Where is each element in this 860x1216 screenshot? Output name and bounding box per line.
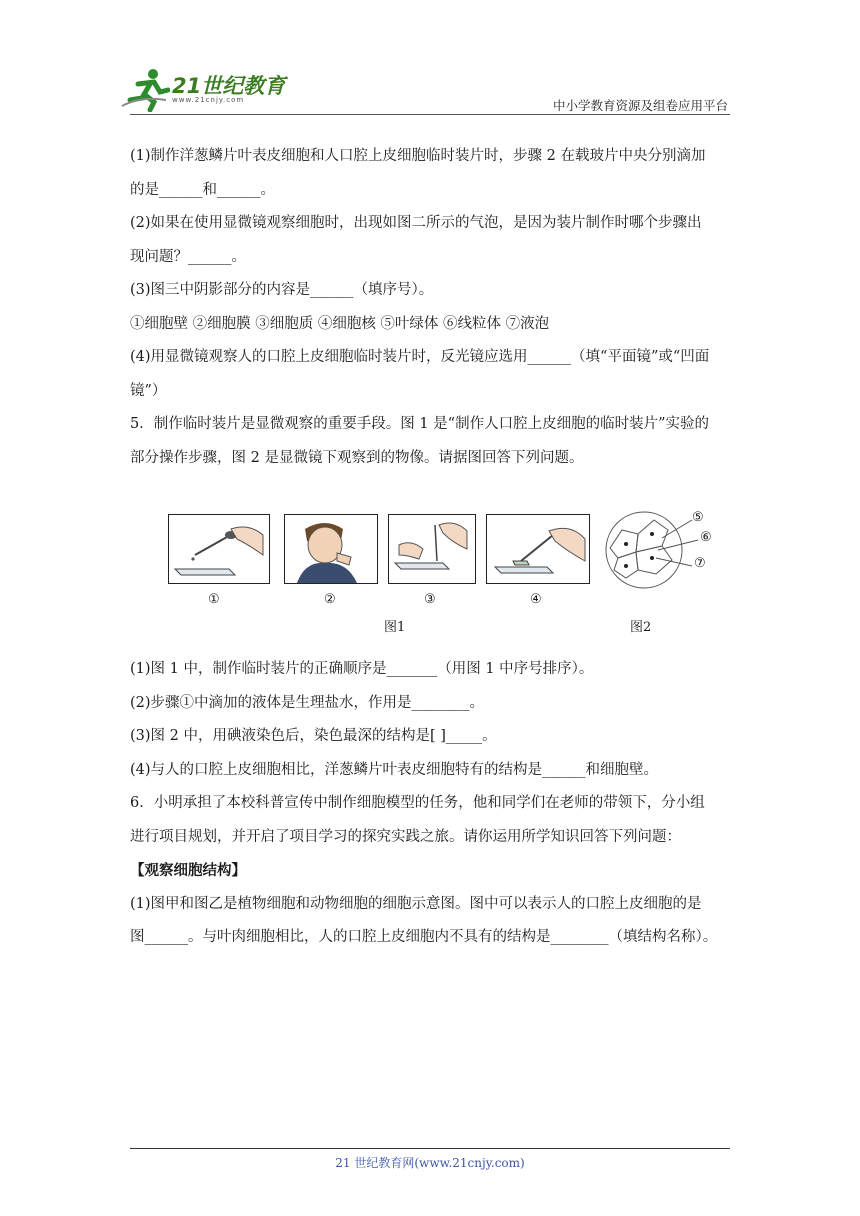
person-mouth-icon xyxy=(285,515,377,583)
cell-label-7: ⑦ xyxy=(694,556,706,571)
question-block-1 xyxy=(130,140,730,475)
text-line: 5．制作临时装片是显微观察的重要手段。图 1 是“制作人口腔上皮细胞的临时装片”实验的 xyxy=(130,416,709,432)
text-line: 镜”） xyxy=(130,382,167,399)
toothpick-slide-icon xyxy=(389,515,475,583)
text-line: 6．小明承担了本校科普宣传中制作细胞模型的任务，他和同学们在老师的带领下，分小组 xyxy=(130,795,705,811)
figure-2-label: 图2 xyxy=(630,620,652,635)
text-line: 图______。与叶肉细胞相比，人的口腔上皮细胞内不具有的结构是________（填结构名称）。 xyxy=(130,929,718,945)
text-line: 的是______和______。 xyxy=(130,181,275,198)
step-number-1: ① xyxy=(208,592,220,607)
step-number-4: ④ xyxy=(530,592,542,607)
cell-label-6: ⑥ xyxy=(700,530,712,545)
header-divider xyxy=(130,114,730,115)
step-2-image xyxy=(284,514,378,584)
section-heading: 【观察细胞结构】 xyxy=(130,862,246,879)
step-4-image xyxy=(486,514,590,584)
experiment-figure xyxy=(168,508,743,638)
logo xyxy=(120,66,300,112)
text-line: (3)图 2 中，用碘液染色后，染色最深的结构是[ ]_____。 xyxy=(130,728,497,744)
figure-2-cells xyxy=(596,508,746,592)
step-number-2: ② xyxy=(324,592,336,607)
text-line: 进行项目规划，并开启了项目学习的探究实践之旅。请你运用所学知识回答下列问题： xyxy=(130,828,681,845)
figure-1-label: 图1 xyxy=(384,620,406,635)
step-3-image xyxy=(388,514,476,584)
step-number-3: ③ xyxy=(424,592,436,607)
question-block-2 xyxy=(130,653,730,955)
step-1-image xyxy=(168,514,270,584)
platform-title: 中小学教育资源及组卷应用平台 xyxy=(552,98,728,113)
runner-logo-icon xyxy=(120,66,170,112)
microscope-cells-icon xyxy=(596,508,746,592)
dropper-slide-icon xyxy=(169,515,269,583)
text-line: 部分操作步骤，图 2 是显微镜下观察到的物像。请据图回答下列问题。 xyxy=(130,449,584,466)
footer-link[interactable]: 21 世纪教育网(www.21cnjy.com) xyxy=(335,1156,525,1170)
text-line: (4)用显微镜观察人的口腔上皮细胞临时装片时，反光镜应选用______（填“平面镜”或“凹面 xyxy=(130,349,710,365)
logo-text: 21世纪教育 xyxy=(172,74,286,98)
text-line: (2)步骤①中滴加的液体是生理盐水，作用是________。 xyxy=(130,694,485,711)
cell-label-5: ⑤ xyxy=(692,510,704,525)
text-line: (1)图甲和图乙是植物细胞和动物细胞的细胞示意图。图中可以表示人的口腔上皮细胞的是 xyxy=(130,895,702,912)
text-line: (1)图 1 中，制作临时装片的正确顺序是_______（用图 1 中序号排序）。 xyxy=(130,661,594,677)
footer-divider xyxy=(130,1148,730,1149)
text-line: ①细胞壁 ②细胞膜 ③细胞质 ④细胞核 ⑤叶绿体 ⑥线粒体 ⑦液泡 xyxy=(130,315,550,332)
forceps-coverslip-icon xyxy=(487,515,589,583)
text-line: (2)如果在使用显微镜观察细胞时，出现如图二所示的气泡，是因为装片制作时哪个步骤出 xyxy=(130,215,702,231)
text-line: (1)制作洋葱鳞片叶表皮细胞和人口腔上皮细胞临时装片时，步骤 2 在载玻片中央分别滴加 xyxy=(130,148,706,164)
text-line: (3)图三中阴影部分的内容是______（填序号）。 xyxy=(130,282,434,298)
text-line: 现问题？______。 xyxy=(130,248,246,265)
text-line: (4)与人的口腔上皮细胞相比，洋葱鳞片叶表皮细胞特有的结构是______和细胞壁。 xyxy=(130,761,659,778)
logo-url: www.21cnjy.com xyxy=(172,96,245,104)
page-header xyxy=(0,0,860,120)
